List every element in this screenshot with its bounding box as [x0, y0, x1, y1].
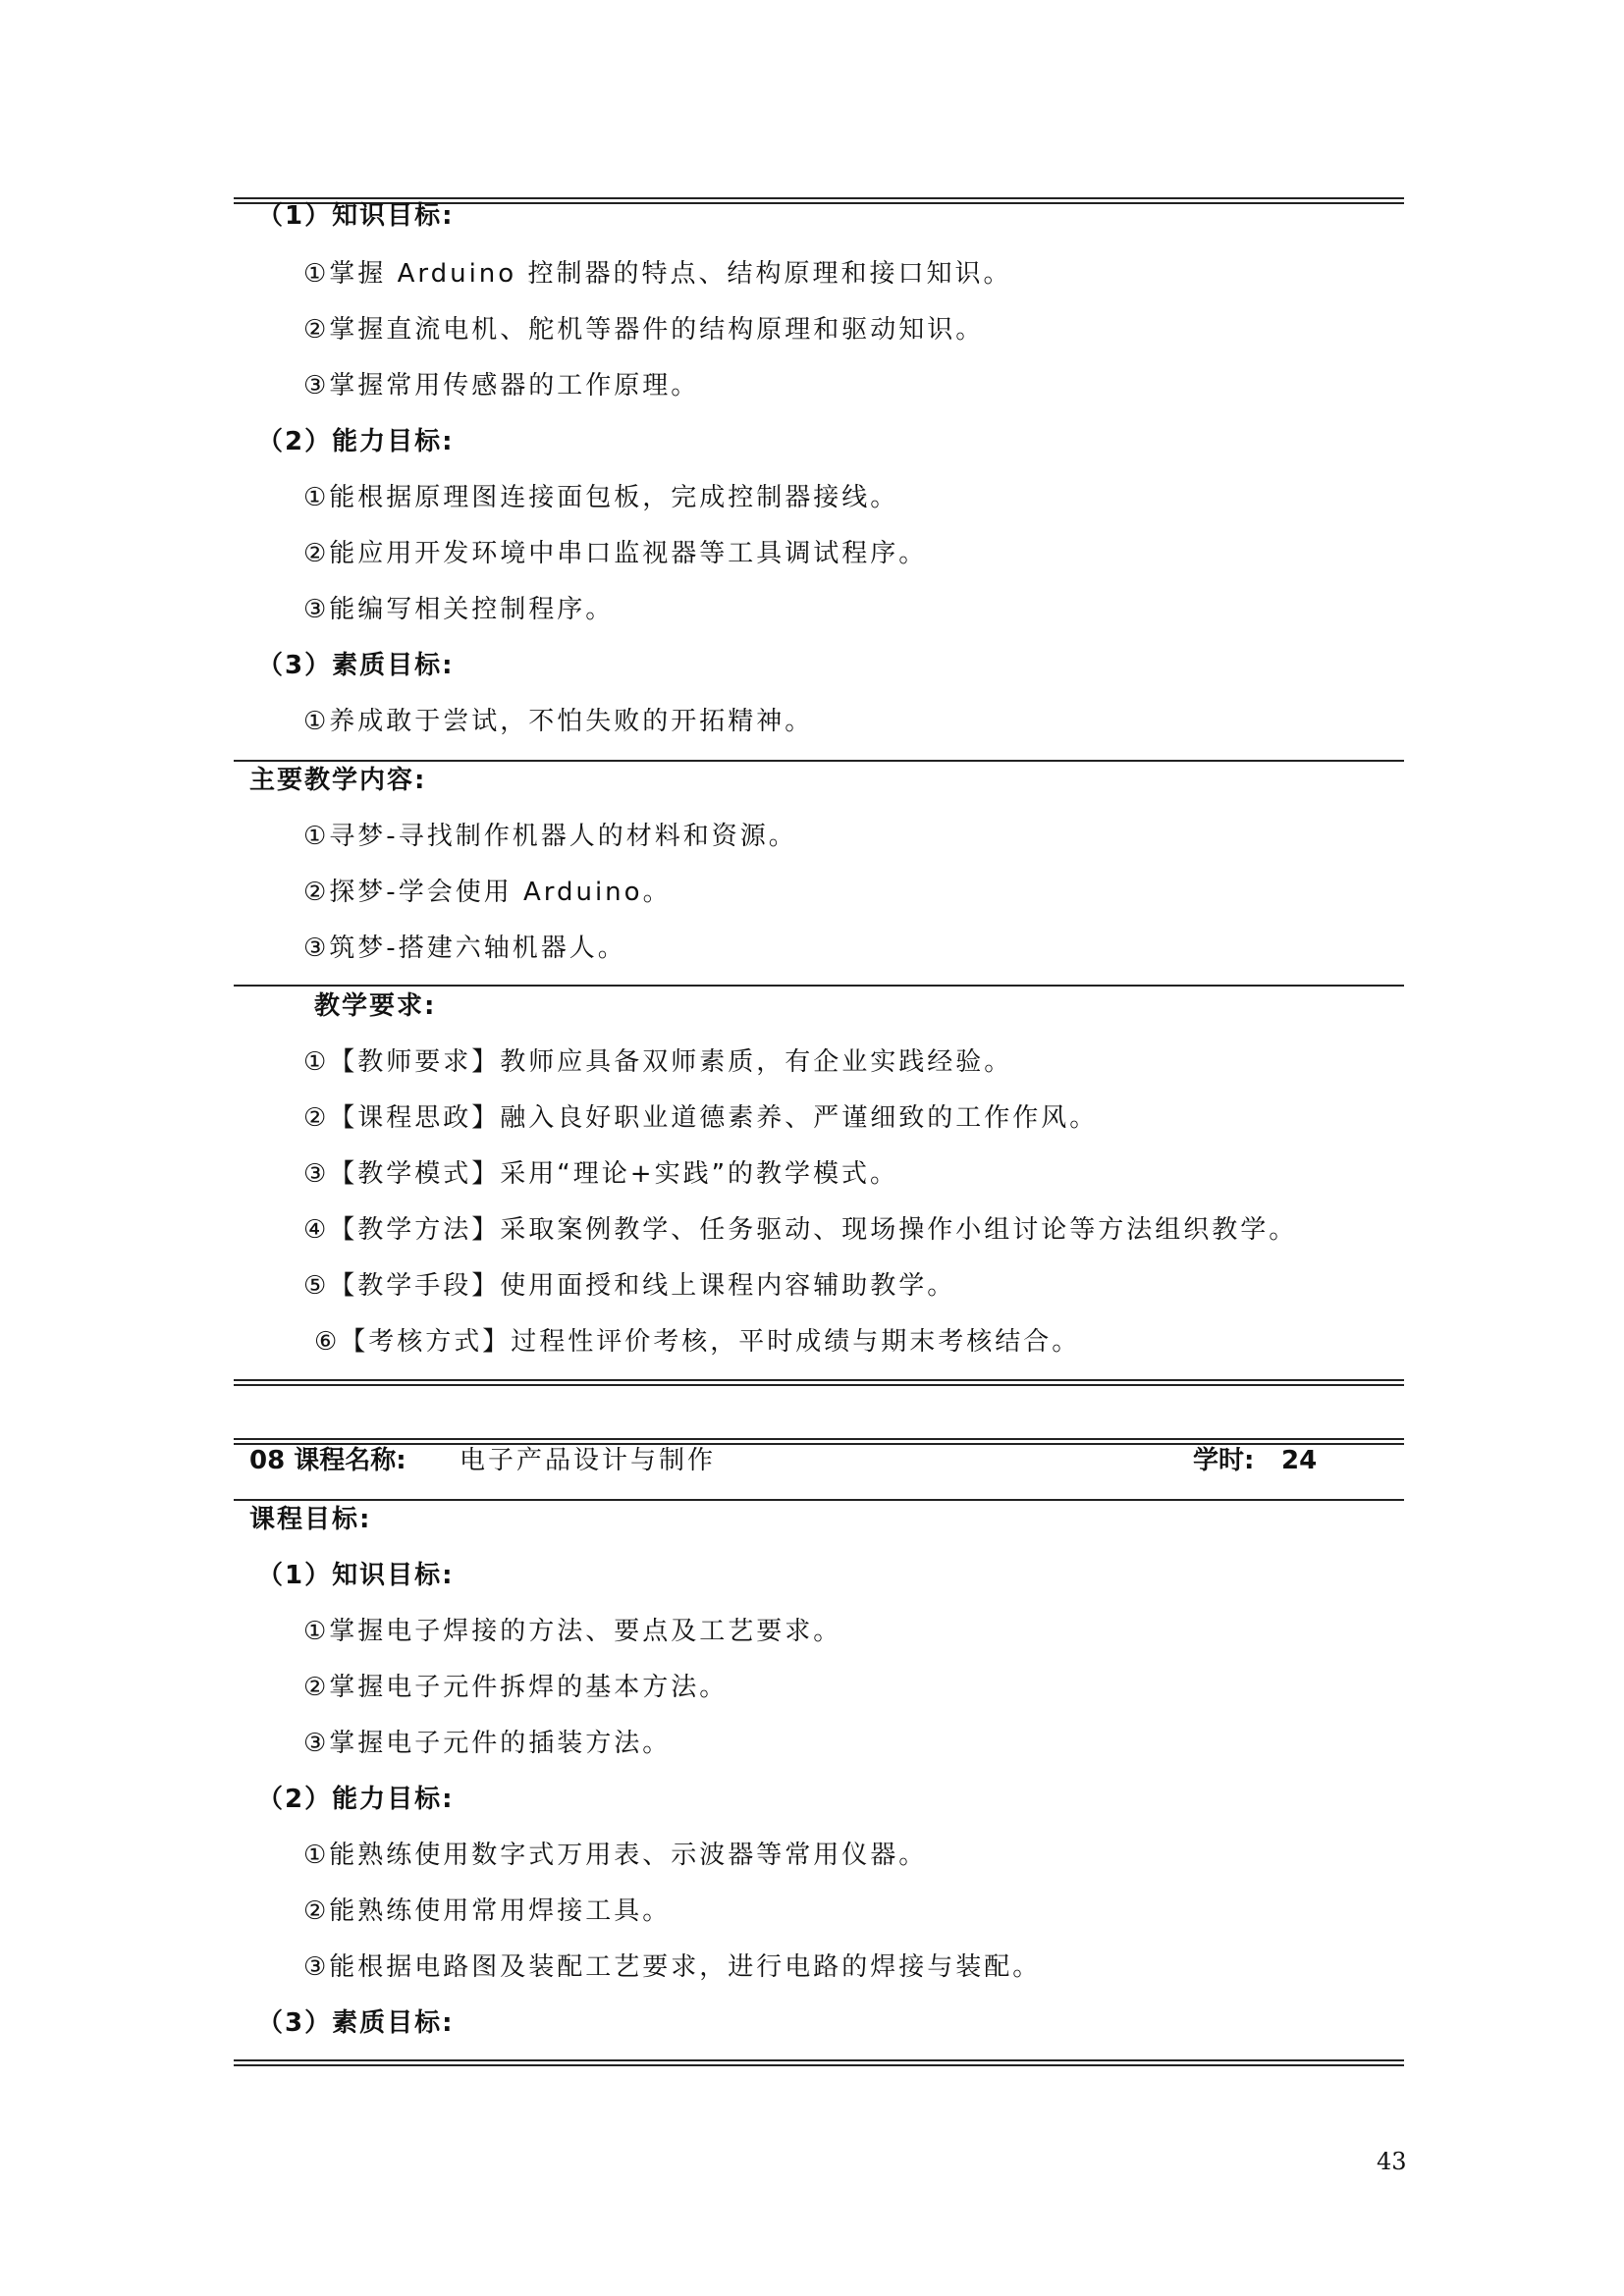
ability-item: ①能根据原理图连接面包板，完成控制器接线。 — [303, 483, 899, 512]
requirement-item: ④【教学方法】采取案例教学、任务驱动、现场操作小组讨论等方法组织教学。 — [303, 1215, 1298, 1245]
knowledge-item: ①掌握 Arduino 控制器的特点、结构原理和接口知识。 — [303, 259, 1012, 289]
ability-item: ②能应用开发环境中串口监视器等工具调试程序。 — [303, 539, 928, 568]
bottom-double-rule — [234, 1379, 1404, 1386]
teaching-requirements-heading: 教学要求: — [314, 991, 437, 1021]
course-goals-heading: 课程目标: — [249, 1505, 372, 1534]
ability-item: ③能根据电路图及装配工艺要求，进行电路的焊接与装配。 — [303, 1952, 1042, 1982]
knowledge-item: ③掌握电子元件的插装方法。 — [303, 1729, 672, 1758]
knowledge-goals-heading: （1）知识目标: — [257, 201, 455, 231]
quality-goals-heading: （3）素质目标: — [257, 2008, 455, 2038]
course-hours-label: 学时: — [1193, 1446, 1255, 1475]
section-divider — [234, 1499, 1404, 1501]
page-number: 43 — [1377, 2148, 1407, 2175]
content-item: ①寻梦-寻找制作机器人的材料和资源。 — [303, 822, 797, 851]
knowledge-item: ①掌握电子焊接的方法、要点及工艺要求。 — [303, 1617, 842, 1646]
requirement-item: ⑤【教学手段】使用面授和线上课程内容辅助教学。 — [303, 1271, 956, 1301]
bottom-double-rule — [234, 2059, 1404, 2066]
requirement-item: ①【教师要求】教师应具备双师素质，有企业实践经验。 — [303, 1047, 1013, 1077]
course-name-value: 电子产品设计与制作 — [460, 1446, 717, 1475]
ability-goals-heading: （2）能力目标: — [257, 427, 455, 456]
ability-goals-heading: （2）能力目标: — [257, 1785, 455, 1814]
knowledge-goals-heading: （1）知识目标: — [257, 1561, 455, 1590]
course-hours-value: 24 — [1281, 1446, 1318, 1475]
course-name-label: 08 课程名称: — [249, 1446, 406, 1475]
content-item: ②探梦-学会使用 Arduino。 — [303, 878, 672, 907]
knowledge-item: ③掌握常用传感器的工作原理。 — [303, 371, 700, 400]
knowledge-item: ②掌握直流电机、舵机等器件的结构原理和驱动知识。 — [303, 315, 985, 345]
teaching-content-heading: 主要教学内容: — [249, 766, 427, 795]
section-divider — [234, 985, 1404, 987]
quality-goals-heading: （3）素质目标: — [257, 651, 455, 680]
section-divider — [234, 760, 1404, 762]
ability-item: ②能熟练使用常用焊接工具。 — [303, 1896, 672, 1926]
ability-item: ①能熟练使用数字式万用表、示波器等常用仪器。 — [303, 1841, 928, 1870]
quality-item: ①养成敢于尝试，不怕失败的开拓精神。 — [303, 707, 814, 736]
content-item: ③筑梦-搭建六轴机器人。 — [303, 934, 626, 963]
requirement-item: ⑥【考核方式】过程性评价考核，平时成绩与期末考核结合。 — [314, 1327, 1081, 1357]
requirement-item: ③【教学模式】采用“理论+实践”的教学模式。 — [303, 1159, 899, 1189]
ability-item: ③能编写相关控制程序。 — [303, 595, 615, 624]
knowledge-item: ②掌握电子元件拆焊的基本方法。 — [303, 1673, 729, 1702]
requirement-item: ②【课程思政】融入良好职业道德素养、严谨细致的工作作风。 — [303, 1103, 1099, 1133]
